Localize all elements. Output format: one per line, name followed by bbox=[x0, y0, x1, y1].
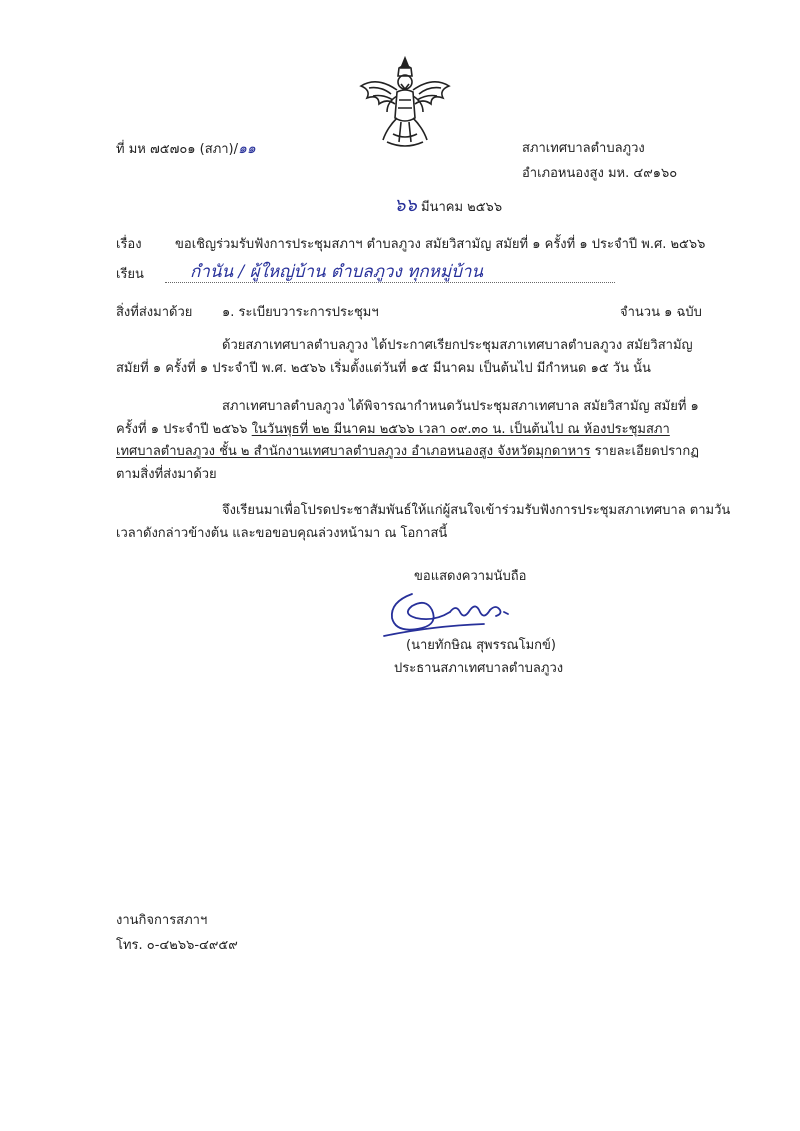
enclosure-label: สิ่งที่ส่งมาด้วย bbox=[116, 305, 193, 320]
signer-name: (นายทักษิณ สุพรรณโมกข์) bbox=[406, 638, 556, 653]
subject-label: เรื่อง bbox=[116, 237, 142, 252]
closing-salutation: ขอแสดงความนับถือ bbox=[414, 569, 527, 584]
signer-title: ประธานสภาเทศบาลตำบลภูวง bbox=[394, 661, 564, 676]
date-month-year: มีนาคม ๒๕๖๖ bbox=[421, 200, 503, 215]
enclosure-quantity: จำนวน ๑ ฉบับ bbox=[620, 305, 702, 320]
date-day-handwritten: ๖๖ bbox=[394, 195, 417, 216]
garuda-emblem-icon bbox=[357, 56, 453, 150]
recipient-label: เรียน bbox=[116, 267, 144, 282]
reference-number bbox=[116, 140, 256, 159]
p1-line-1: ด้วยสภาเทศบาลตำบลภูวง ได้ประกาศเรียกประชุมสภาเทศบาลตำบลภูวง สมัยวิสามัญ bbox=[222, 338, 693, 353]
recipient-handwritten: กำนัน / ผู้ใหญ่บ้าน ตำบลภูวง ทุกหมู่บ้าน bbox=[190, 262, 484, 282]
sender-org: สภาเทศบาลตำบลภูวง bbox=[522, 141, 645, 156]
body-paragraph-1 bbox=[116, 335, 693, 380]
reference-number-text: ที่ มห ๗๕๗๐๑ (สภา)/ bbox=[116, 142, 239, 157]
p3-line-2: เวลาดังกล่าวข้างต้น และขอขอบคุณล่วงหน้ามา ณ โอกาสนี้ bbox=[116, 525, 448, 541]
p2-line-2-underlined: ในวันพุธที่ ๒๒ มีนาคม ๒๕๖๖ เวลา ๐๙.๓๐ น. เป็นต้นไป ณ ห้องประชุมสภา bbox=[251, 421, 670, 437]
subject-text: ขอเชิญร่วมรับฟังการประชุมสภาฯ ตำบลภูวง สมัยวิสามัญ สมัยที่ ๑ ครั้งที่ ๑ ประจำปี พ.ศ. ๒๕๖๖ bbox=[175, 237, 706, 252]
p3-line-1: จึงเรียนมาเพื่อโปรดประชาสัมพันธ์ให้แก่ผู้สนใจเข้าร่วมรับฟังการประชุมสภาเทศบาล ตามวัน bbox=[222, 503, 731, 518]
p2-line-3-plain: รายละเอียดปรากฏ bbox=[590, 444, 699, 459]
footer-department: งานกิจการสภาฯ bbox=[116, 913, 208, 928]
footer-phone: โทร. ๐-๔๒๖๖-๔๙๕๙ bbox=[116, 938, 238, 953]
enclosure-item: ๑. ระเบียบวาระการประชุมฯ bbox=[222, 305, 379, 320]
reference-number-handwritten: ๑๑ bbox=[238, 141, 256, 157]
p2-line-1: สภาเทศบาลตำบลภูวง ได้พิจารณากำหนดวันประชุมสภาเทศบาล สมัยวิสามัญ สมัยที่ ๑ bbox=[222, 399, 699, 414]
p1-line-2: สมัยที่ ๑ ครั้งที่ ๑ ประจำปี พ.ศ. ๒๕๖๖ เริ่มตั้งแต่วันที่ ๑๕ มีนาคม เป็นต้นไป มีกำหนด ๑๕ วัน นั้น bbox=[116, 360, 651, 376]
body-paragraph-3 bbox=[116, 500, 730, 545]
sender-address: อำเภอหนองสูง มห. ๔๙๑๖๐ bbox=[522, 166, 678, 181]
body-paragraph-2 bbox=[116, 396, 699, 486]
letter-date bbox=[394, 197, 502, 217]
p2-line-4: ตามสิ่งที่ส่งมาด้วย bbox=[116, 466, 217, 482]
signature-icon bbox=[372, 584, 532, 644]
p2-line-2-plain: ครั้งที่ ๑ ประจำปี ๒๕๖๖ bbox=[116, 421, 252, 437]
p2-line-3 bbox=[116, 441, 699, 464]
p2-line-2 bbox=[116, 419, 699, 442]
p2-line-3-underlined: เทศบาลตำบลภูวง ชั้น ๒ สำนักงานเทศบาลตำบลภูวง อำเภอหนองสูง จังหวัดมุกดาหาร bbox=[116, 444, 591, 459]
